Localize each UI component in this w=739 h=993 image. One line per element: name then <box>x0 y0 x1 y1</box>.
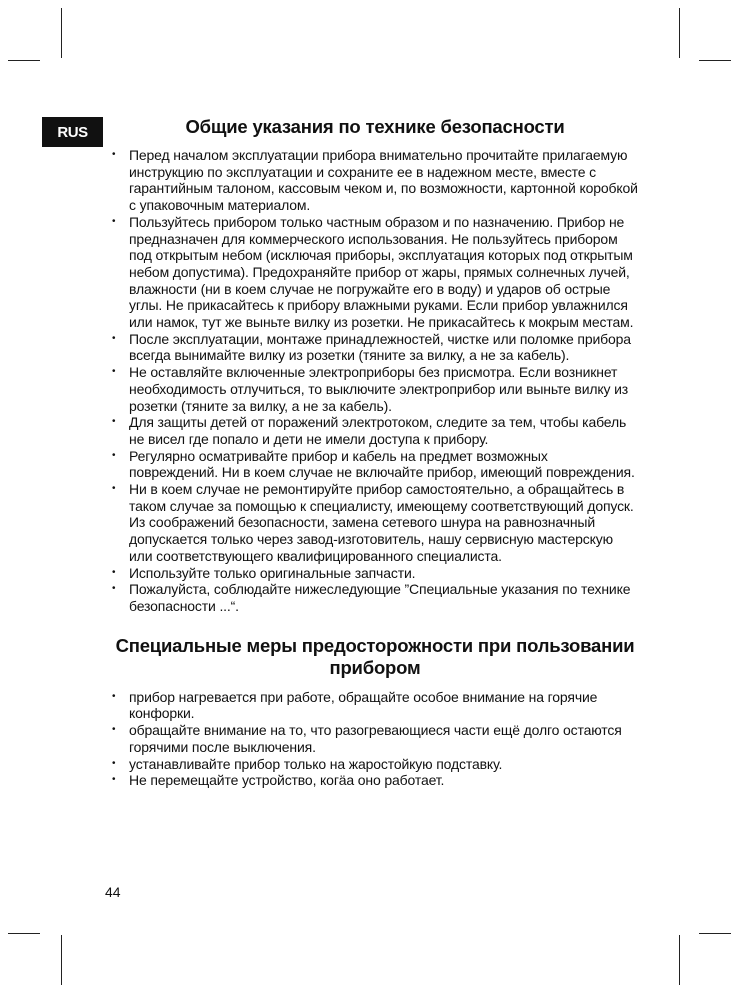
list-item-text: Для защиты детей от поражений электротоком, следите за тем, чтобы кабель не висел где попало и дети не имели доступа к прибору. <box>129 414 627 447</box>
list-item-text: После эксплуатации, монтаже принадлежностей, чистке или поломке прибора всегда вынимайте вилку из розетки (тяните за вилку, а не за кабель). <box>129 330 631 364</box>
list-item <box>112 772 638 789</box>
bullet-icon: • <box>112 690 116 702</box>
section-title-special-precautions: Специальные меры предосторожности при пользовании прибором <box>115 634 635 678</box>
special-precautions-list <box>112 689 638 789</box>
page-content <box>112 116 638 789</box>
list-item <box>112 331 638 364</box>
bullet-icon: • <box>112 724 116 736</box>
list-item <box>112 364 638 414</box>
list-item <box>112 756 638 773</box>
crop-mark-top-right <box>679 8 680 58</box>
crop-mark-top-right-h <box>699 60 731 61</box>
list-item <box>112 448 638 481</box>
bullet-icon: • <box>112 416 116 428</box>
general-safety-list <box>112 147 638 615</box>
list-item-text: Не перемещайте устройство, когäа оно работает. <box>129 772 445 789</box>
list-item-text: Ни в коем случае не ремонтируйте прибор самостоятельно, а обращайтесь в таком случае за помощью к специалисту, имеющему соответствующий допуск. Из соображений безопасности, замена сетевого шнура на равнозначный допускается только через завод-изготовитель, нашу сервисную мастерскую или соответствующего квалифицированного специалиста. <box>129 481 634 564</box>
crop-mark-bottom-left-h <box>8 933 40 934</box>
list-item-text: Не оставляйте включенные электроприборы без присмотра. Если возникнет необходимость отлучиться, то выключите электроприбор или выньте вилку из розетки (тяните за вилку, а не за кабель). <box>129 364 629 414</box>
list-item-text: обращайте внимание на то, что разогревающиеся части ещё долго остаются горячими после выключения. <box>129 722 622 755</box>
bullet-icon: • <box>112 757 116 769</box>
bullet-icon: • <box>112 366 116 378</box>
bullet-icon: • <box>112 332 116 344</box>
list-item <box>112 147 638 214</box>
list-item <box>112 581 638 614</box>
list-item <box>112 414 638 447</box>
bullet-icon: • <box>112 774 116 786</box>
bullet-icon: • <box>112 566 116 578</box>
section-title-general-safety: Общие указания по технике безопасности <box>185 116 565 137</box>
crop-mark-top-left <box>61 8 62 58</box>
bullet-icon: • <box>112 483 116 495</box>
list-item <box>112 214 638 331</box>
language-tab: RUS <box>42 117 103 147</box>
bullet-icon: • <box>112 583 116 595</box>
list-item-text: Используйте только оригинальные запчасти. <box>129 564 416 581</box>
bullet-icon: • <box>112 149 116 160</box>
list-item <box>112 481 638 565</box>
crop-mark-bottom-left <box>61 935 62 985</box>
list-item-text: прибор нагревается при работе, обращайте особое внимание на горячие конфорки. <box>129 688 598 722</box>
page-number: 44 <box>105 884 121 900</box>
crop-mark-bottom-right <box>679 935 680 985</box>
list-item <box>112 689 638 722</box>
crop-mark-bottom-right-h <box>699 933 731 934</box>
list-item <box>112 722 638 755</box>
list-item-text: Перед началом эксплуатации прибора внимательно прочитайте прилагаемую инструкцию по эксплуатации и сохраните ее в надежном месте, вместе с гарантийным талоном, кассовым чеком и, по возможности, картонной коробкой с упаковочным материалом. <box>129 147 638 214</box>
list-item-text: устанавливайте прибор только на жаростойкую подставку. <box>129 755 503 772</box>
list-item-text: Регулярно осматривайте прибор и кабель на предмет возможных повреждений. Ни в коем случае не включайте прибор, имеющий повреждения. <box>129 447 635 481</box>
list-item <box>112 565 638 582</box>
bullet-icon: • <box>112 449 116 461</box>
list-item-text: Пользуйтесь прибором только частным образом и по назначению. Прибор не предназначен для коммерческого использования. Не пользуйтесь прибором под открытым небом (исключая приборы, эксплуатация которых под открытым небом допустима). Предохраняйте прибор от жары, прямых солнечных лучей, влажности (ни в коем случае не погружайте его в воду) и ударов об острые углы. Не прикасайтесь к прибору влажными руками. Если прибор увлажнился или намок, тут же выньте вилку из розетки. Не прикасайтесь к мокрым местам. <box>129 213 634 331</box>
bullet-icon: • <box>112 215 116 227</box>
list-item-text: Пожалуйста, соблюдайте нижеследующие ”Специальные указания по технике безопасности ...“. <box>129 581 631 614</box>
crop-mark-top-left-h <box>8 60 40 61</box>
